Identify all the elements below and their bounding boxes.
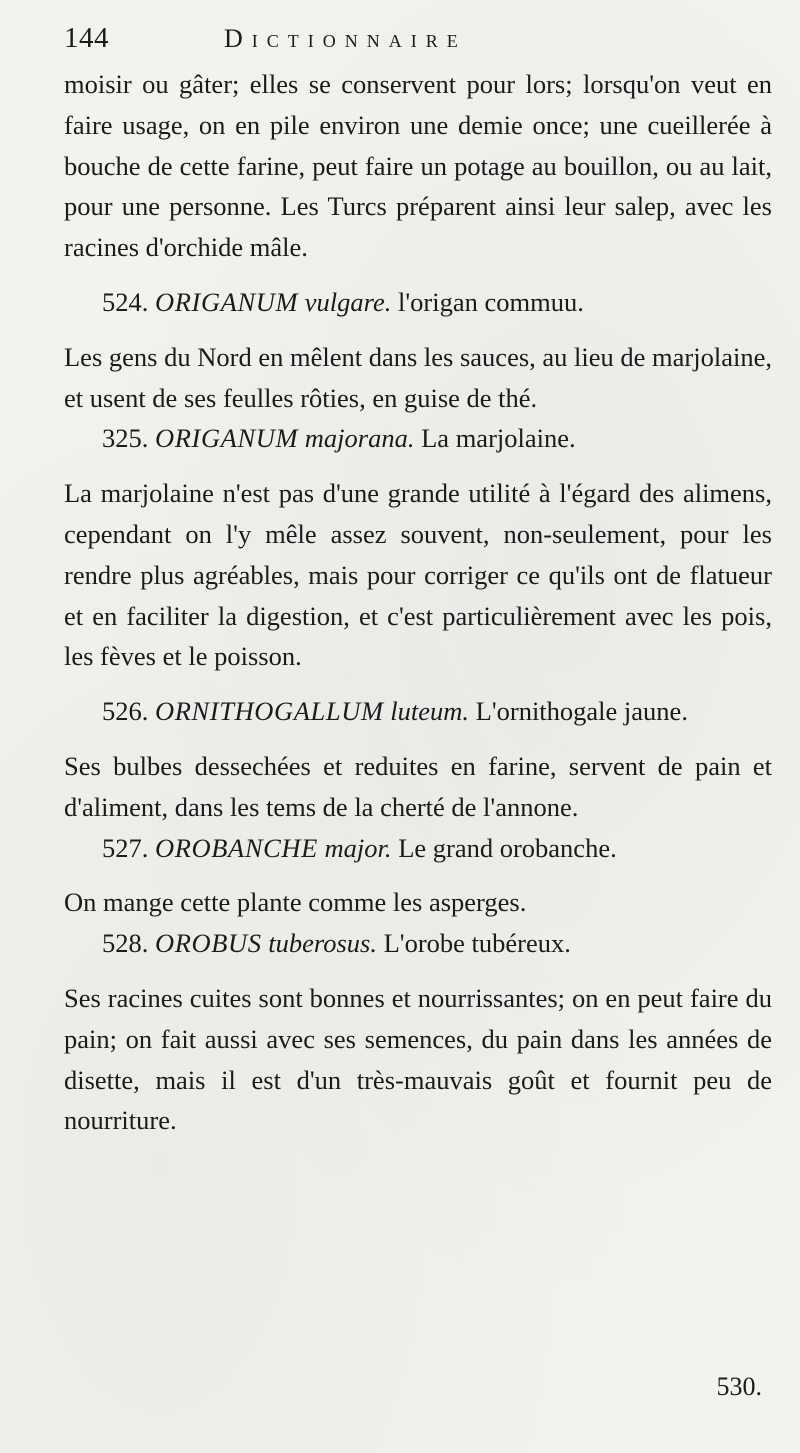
entry-species: majorana. (304, 423, 415, 454)
entry-528 (64, 923, 772, 1141)
entry-text: Ses bulbes dessechées et reduites en farine, servent de pain et d'aliment, dans les tems de la cherté de l'annone. (64, 750, 772, 822)
entry-genus: OROBANCHE (155, 832, 318, 863)
entry-common-name: L'ornithogale jaune. (475, 696, 688, 727)
entry-text: Ses racines cuites sont bonnes et nourrissantes; on en peut faire du pain; on fait aussi avec ses semences, du pain dans les années de disette, mais il est d'un très-mauvais goût et fournit peu de nourriture. (64, 982, 772, 1136)
entry-heading (64, 923, 772, 964)
entry-genus: ORNITHOGALLUM (155, 696, 384, 727)
entry-527 (64, 828, 772, 924)
entry-526 (64, 691, 772, 827)
catchword: 530. (716, 1372, 762, 1401)
page-number: 144 (64, 22, 109, 54)
entry-common-name: Le grand orobanche. (398, 832, 617, 863)
entry-common-name: La marjolaine. (421, 423, 576, 454)
entry-species: vulgare. (304, 286, 392, 317)
entry-species: luteum. (390, 696, 470, 727)
page-header (64, 22, 760, 56)
entry-common-name: L'orobe tubéreux. (383, 928, 571, 959)
entry-heading (64, 828, 772, 869)
entry-genus: ORIGANUM (155, 286, 299, 317)
entry-number: 325. (102, 423, 149, 454)
intro-paragraph: moisir ou gâter; elles se conservent pour lors; lorsqu'on veut en faire usage, on en pile environ une demie once; une cueillerée à bouche de cette farine, peut faire un potage au bouillon, ou au lait, pour une personne. Les Turcs préparent ainsi leur salep, avec les racines d'orchide mâle. (64, 69, 772, 263)
running-title: Dictionnaire (224, 24, 467, 53)
entry-text: Les gens du Nord en mêlent dans les sauces, au lieu de marjolaine, et usent de ses feulles rôties, en guise de thé. (64, 341, 772, 413)
entry-text: On mange cette plante comme les asperges. (64, 887, 527, 918)
entry-number: 524. (102, 286, 149, 317)
entry-number: 526. (102, 696, 149, 727)
entry-number: 528. (102, 928, 149, 959)
entry-species: major. (324, 832, 392, 863)
entry-524 (64, 282, 772, 418)
entry-genus: ORIGANUM (155, 423, 299, 454)
entry-number: 527. (102, 832, 149, 863)
entry-species: tuberosus. (268, 928, 377, 959)
entry-heading (64, 691, 772, 732)
entry-common-name: l'origan commuu. (398, 286, 584, 317)
entry-heading (64, 282, 772, 323)
entry-325 (64, 418, 772, 677)
entry-genus: OROBUS (155, 928, 262, 959)
entry-text: La marjolaine n'est pas d'une grande utilité à l'égard des alimens, cependant on l'y mêle assez souvent, non-seulement, pour les rendre plus agréables, mais pour corriger ce qu'ils ont de flatueur et en faciliter la digestion, et c'est particulièrement avec les pois, les fèves et le poisson. (64, 478, 772, 672)
entry-heading (64, 418, 772, 459)
page-body (64, 64, 772, 1141)
